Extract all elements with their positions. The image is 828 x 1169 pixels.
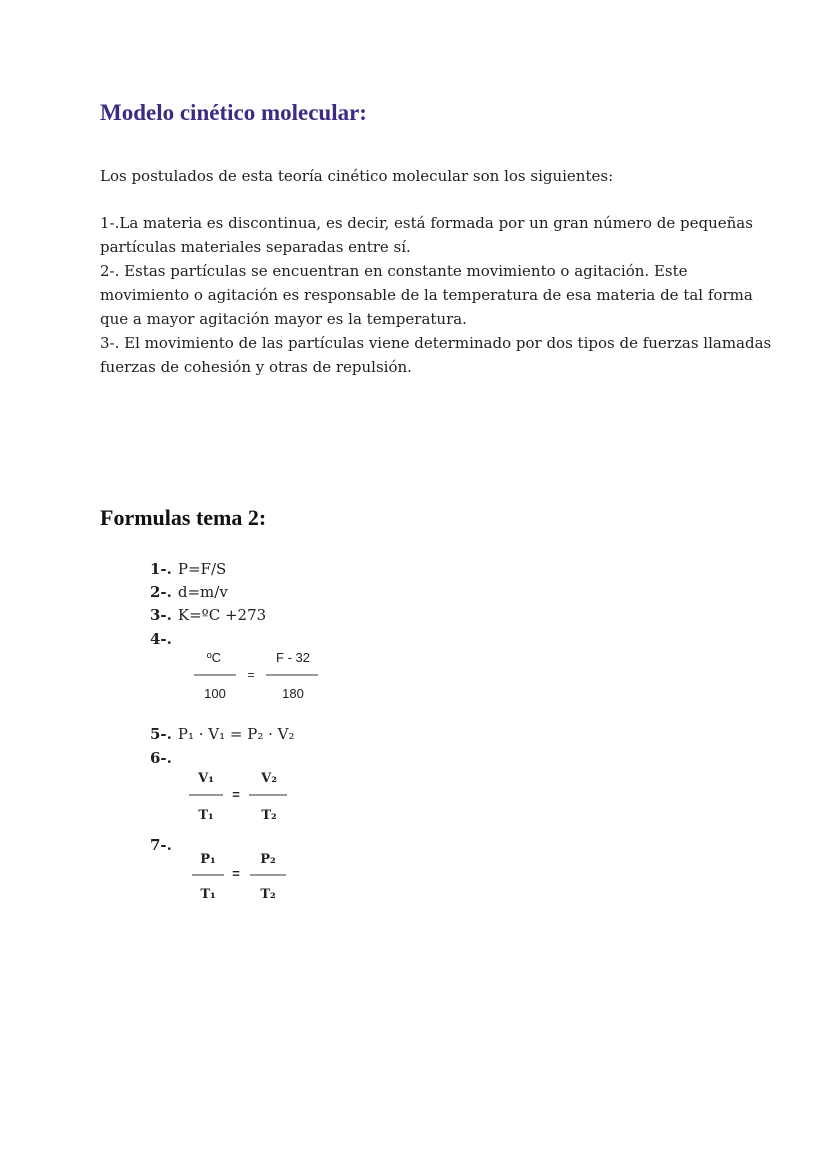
formula-2 bbox=[150, 581, 228, 603]
formula-6-fraction bbox=[185, 765, 295, 827]
fraction-left-numerator: V₁ bbox=[198, 771, 214, 786]
formula-number: 2-. bbox=[150, 583, 172, 601]
formula-expression: P=F/S bbox=[177, 560, 227, 578]
formula-7-fraction bbox=[188, 848, 298, 910]
postulate-3-line-2: fuerzas de cohesión y otras de repulsión. bbox=[100, 358, 412, 376]
formula-expression: P₁ · V₁ = P₂ · V₂ bbox=[177, 725, 295, 743]
fraction-right-numerator: V₂ bbox=[261, 771, 277, 786]
formula-expression: d=m/v bbox=[177, 583, 228, 601]
postulate-2-line-1: 2-. Estas partículas se encuentran en constante movimiento o agitación. Este bbox=[100, 262, 688, 280]
formula-6-label bbox=[150, 747, 178, 769]
fraction-left-denominator: 100 bbox=[204, 686, 226, 701]
formula-4-label bbox=[150, 628, 178, 650]
formula-7-label bbox=[150, 834, 178, 856]
fraction-equals: = bbox=[232, 866, 240, 881]
fraction-right-denominator: 180 bbox=[282, 686, 304, 701]
formula-number: 7-. bbox=[150, 836, 172, 854]
fraction-right-denominator: T₂ bbox=[260, 887, 276, 902]
formula-number: 5-. bbox=[150, 725, 172, 743]
formula-number: 1-. bbox=[150, 560, 172, 578]
fraction-right-numerator: F - 32 bbox=[276, 650, 310, 665]
section-title-formulas: Formulas tema 2: bbox=[100, 505, 267, 530]
postulate-2-line-2: movimiento o agitación es responsable de la temperatura de esa materia de tal forma bbox=[100, 286, 753, 304]
fraction-left-numerator: ºC bbox=[206, 650, 222, 665]
formula-4-fraction bbox=[190, 645, 330, 707]
postulate-2-line-3: que a mayor agitación mayor es la temperatura. bbox=[100, 310, 467, 328]
postulate-1-line-2: partículas materiales separadas entre sí. bbox=[100, 238, 411, 256]
formula-3 bbox=[150, 604, 266, 626]
postulates-list bbox=[100, 211, 771, 379]
formula-number: 4-. bbox=[150, 630, 172, 648]
fraction-left-denominator: T₁ bbox=[198, 808, 214, 823]
formula-5 bbox=[150, 723, 295, 745]
formula-number: 6-. bbox=[150, 749, 172, 767]
intro-paragraph: Los postulados de esta teoría cinético molecular son los siguientes: bbox=[100, 167, 614, 185]
section-title-modelo-cinetico: Modelo cinético molecular: bbox=[100, 100, 367, 125]
formula-expression: K=ºC +273 bbox=[177, 606, 267, 624]
fraction-left-denominator: T₁ bbox=[200, 887, 216, 902]
fraction-equals: = bbox=[247, 668, 255, 682]
formula-1 bbox=[150, 558, 226, 580]
fraction-right-numerator: P₂ bbox=[260, 852, 276, 867]
postulate-1-line-1: 1-.La materia es discontinua, es decir, está formada por un gran número de pequeñas bbox=[100, 214, 753, 232]
fraction-left-numerator: P₁ bbox=[200, 852, 216, 867]
postulate-3-line-1: 3-. El movimiento de las partículas viene determinado por dos tipos de fuerzas llamadas bbox=[100, 334, 772, 352]
formula-number: 3-. bbox=[150, 606, 172, 624]
fraction-equals: = bbox=[232, 787, 240, 802]
fraction-right-denominator: T₂ bbox=[261, 808, 277, 823]
